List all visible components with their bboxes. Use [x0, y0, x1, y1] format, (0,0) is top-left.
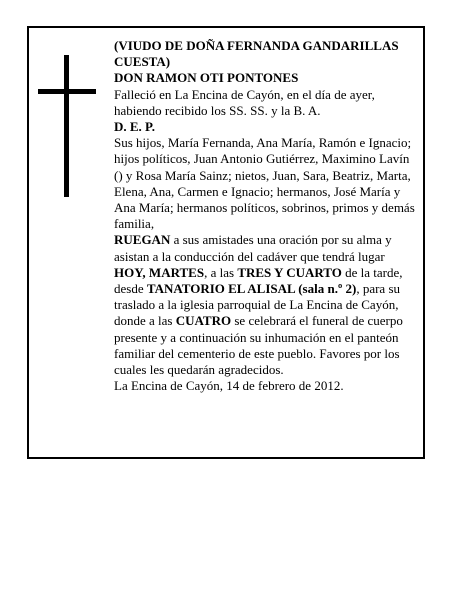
funeral-mass-time: CUATRO [175, 313, 232, 329]
family-list: Sus hijos, María Fernanda, Ana María, Ramón e Ignacio; hijos políticos, Juan Antonio Gutiérrez, Maximino Lavín () y Rosa María Sainz; nietos, Juan, Sara, Beatriz, Marta, Elena, Ana, Carmen e Ignacio; hermanos, José María y Ana María; hermanos políticos, sobrinos, primos y demás familia, [114, 135, 415, 232]
cross-icon [38, 55, 96, 197]
cross-vertical-bar [64, 55, 69, 197]
funeral-day: HOY, MARTES [114, 264, 205, 280]
request-text-5: se celebrará el funeral de cuerpo presente y a continuación su inhumación en el panteón familiar del cementerio de este pueblo. Favores por los cuales les quedarán agradecidos. [114, 313, 403, 378]
place-date: La Encina de Cayón, 14 de febrero de 2012. [114, 378, 344, 394]
death-info: Falleció en La Encina de Cayón, en el día de ayer, habiendo recibido los SS. SS. y la B. A. [114, 86, 375, 118]
request-text-1: a sus amistades una oración por su alma y asistan a la conducción del cadáver que tendrá lugar [114, 232, 392, 264]
obituary-text [114, 38, 419, 394]
cross-horizontal-bar [38, 89, 96, 94]
funeral-departure-time: TRES Y CUARTO [237, 264, 342, 280]
request-text-3: de la tarde, desde [114, 264, 403, 297]
rip-line: D. E. P. [114, 119, 156, 135]
deceased-name: DON RAMON OTI PONTONES [114, 70, 299, 86]
request-text-2: , a las [204, 264, 238, 280]
funeral-home: TANATORIO EL ALISAL (sala n.º 2) [146, 281, 357, 297]
widower-line: (VIUDO DE DOÑA FERNANDA GANDARILLAS CUESTA) [114, 38, 399, 70]
funeral-request [114, 232, 419, 378]
ruegan-label: RUEGAN [114, 232, 171, 248]
request-text-4: , para su traslado a la iglesia parroquial de La Encina de Cayón, donde a las [114, 281, 401, 329]
